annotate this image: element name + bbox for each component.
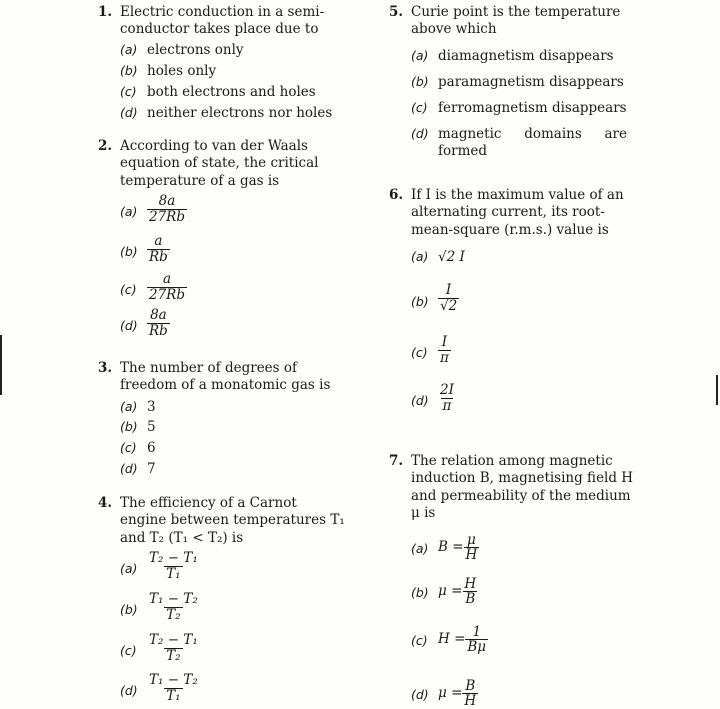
numerator: 8a <box>158 193 176 209</box>
denominator: π <box>442 398 452 414</box>
option-text: holes only <box>147 63 217 79</box>
numerator: I <box>445 282 452 298</box>
question-line: freedom of a monatomic gas is <box>120 377 331 394</box>
question-text <box>411 187 637 239</box>
denominator: Rb <box>149 323 168 339</box>
numerator: H <box>464 576 477 592</box>
scan-edge-mark <box>0 335 2 395</box>
numerator: a <box>162 271 172 287</box>
option-label: (c) <box>411 633 428 648</box>
question-line: conductor takes place due to <box>120 21 319 38</box>
question-text <box>411 4 637 39</box>
option-label: (b) <box>411 294 429 309</box>
denominator: T₁ <box>166 688 181 704</box>
option-text: magnetic domains are <box>438 126 627 142</box>
scan-edge-mark <box>716 375 718 405</box>
numerator: T₁ − T₂ <box>149 591 198 607</box>
question-line: and T₂ (T₁ < T₂) is <box>120 529 244 546</box>
question-line: The efficiency of a Carnot <box>120 495 297 511</box>
option-label: (a) <box>411 48 429 63</box>
option-label: (d) <box>120 318 138 333</box>
option-label: (d) <box>120 461 138 476</box>
option-text: electrons only <box>147 42 244 58</box>
numerator: B <box>465 678 476 694</box>
equation <box>438 625 488 654</box>
numerator: a <box>154 233 163 249</box>
option-text: 3 <box>147 399 156 415</box>
question-text <box>120 360 346 395</box>
denominator: √2 <box>440 298 458 314</box>
denominator: T₁ <box>166 566 181 582</box>
fraction <box>438 283 459 314</box>
option-text: 5 <box>147 419 156 435</box>
denominator: T₂ <box>166 607 181 623</box>
question-line: Electric conduction in a semi- <box>120 4 325 20</box>
question-number: 7. <box>389 453 404 469</box>
option-label: (d) <box>120 105 138 120</box>
option-label: (d) <box>120 683 138 698</box>
numerator: 8a <box>150 307 167 323</box>
equation <box>438 679 478 708</box>
fraction <box>147 592 200 623</box>
option-label: (a) <box>120 204 138 219</box>
equation-lhs: B = <box>438 539 464 555</box>
option-label: (b) <box>120 419 138 434</box>
option-label: (a) <box>411 541 429 556</box>
numerator: T₂ − T₁ <box>149 550 198 566</box>
denominator: Bμ <box>467 639 487 655</box>
numerator: I <box>441 334 448 350</box>
option-label: (c) <box>120 643 137 658</box>
question-line: equation of state, the critical <box>120 155 319 172</box>
option-text: paramagnetism disappears <box>438 74 624 90</box>
option-label: (a) <box>120 42 138 57</box>
question-line: The number of degrees of <box>120 360 298 376</box>
numerator: μ <box>467 532 476 548</box>
question-line: Curie point is the temperature <box>411 4 621 20</box>
option-label: (d) <box>411 126 429 141</box>
denominator: B <box>465 591 476 607</box>
question-line: If I is the maximum value of an <box>411 187 624 203</box>
fraction <box>465 625 488 654</box>
question-number: 6. <box>389 187 404 203</box>
denominator: H <box>464 693 477 709</box>
numerator: 1 <box>472 624 482 640</box>
fraction <box>147 272 187 303</box>
question-line: engine between temperatures T₁ <box>120 512 345 529</box>
option-label: (d) <box>411 393 429 408</box>
question-line: alternating current, its root- <box>411 204 605 221</box>
denominator: 27Rb <box>149 209 185 225</box>
question-line: μ is <box>411 504 436 521</box>
equation <box>438 533 479 562</box>
option-label: (a) <box>120 399 138 414</box>
option-label: (c) <box>120 282 137 297</box>
option-text: 6 <box>147 440 156 456</box>
fraction <box>464 533 480 562</box>
option-label: (d) <box>411 687 429 702</box>
denominator: T₂ <box>166 648 181 664</box>
fraction <box>147 673 200 704</box>
fraction <box>438 383 456 414</box>
option-text: ferromagnetism disappears <box>438 100 627 116</box>
denominator: 27Rb <box>149 287 185 303</box>
question-line: above which <box>411 21 497 38</box>
question-number: 2. <box>98 138 113 154</box>
question-text <box>120 4 346 39</box>
equation-lhs: μ = <box>438 685 463 701</box>
fraction <box>147 551 200 582</box>
question-line: and permeability of the medium <box>411 487 631 504</box>
fraction <box>147 234 170 265</box>
option-label: (b) <box>120 63 138 78</box>
fraction <box>147 308 170 339</box>
option-text: √2 I <box>438 249 465 265</box>
equation <box>438 577 478 606</box>
option-label: (c) <box>411 345 428 360</box>
fraction <box>147 633 200 664</box>
denominator: H <box>465 547 478 563</box>
denominator: Rb <box>149 249 168 265</box>
option-text-continued: formed <box>438 143 488 159</box>
option-label: (b) <box>411 585 429 600</box>
question-text <box>120 495 346 547</box>
option-label: (b) <box>120 244 138 259</box>
fraction <box>438 335 451 366</box>
numerator: 2I <box>440 382 454 398</box>
fraction <box>462 679 478 708</box>
equation-lhs: μ = <box>438 583 463 599</box>
question-line: According to van der Waals <box>120 138 308 154</box>
fraction <box>462 577 478 606</box>
question-number: 4. <box>98 495 113 511</box>
question-line: mean-square (r.m.s.) value is <box>411 221 609 238</box>
option-label: (c) <box>411 100 428 115</box>
option-label: (c) <box>120 440 137 455</box>
option-text: both electrons and holes <box>147 84 316 100</box>
option-label: (b) <box>411 74 429 89</box>
question-text <box>120 138 346 190</box>
option-label: (b) <box>120 602 138 617</box>
option-label: (a) <box>411 249 429 264</box>
option-text: diamagnetism disappears <box>438 48 614 64</box>
numerator: T₁ − T₂ <box>149 672 198 688</box>
question-number: 5. <box>389 4 404 20</box>
question-number: 1. <box>98 4 113 20</box>
fraction <box>147 194 187 225</box>
equation-lhs: H = <box>438 631 466 647</box>
option-label: (a) <box>120 561 138 576</box>
question-line: temperature of a gas is <box>120 172 280 189</box>
question-line: The relation among magnetic <box>411 453 613 469</box>
option-text: neither electrons nor holes <box>147 105 333 121</box>
option-text: 7 <box>147 461 156 477</box>
question-line: induction B, magnetising field H <box>411 470 634 487</box>
option-label: (c) <box>120 84 137 99</box>
question-number: 3. <box>98 360 113 376</box>
denominator: π <box>440 350 449 366</box>
numerator: T₂ − T₁ <box>149 632 198 648</box>
question-text <box>411 453 637 522</box>
